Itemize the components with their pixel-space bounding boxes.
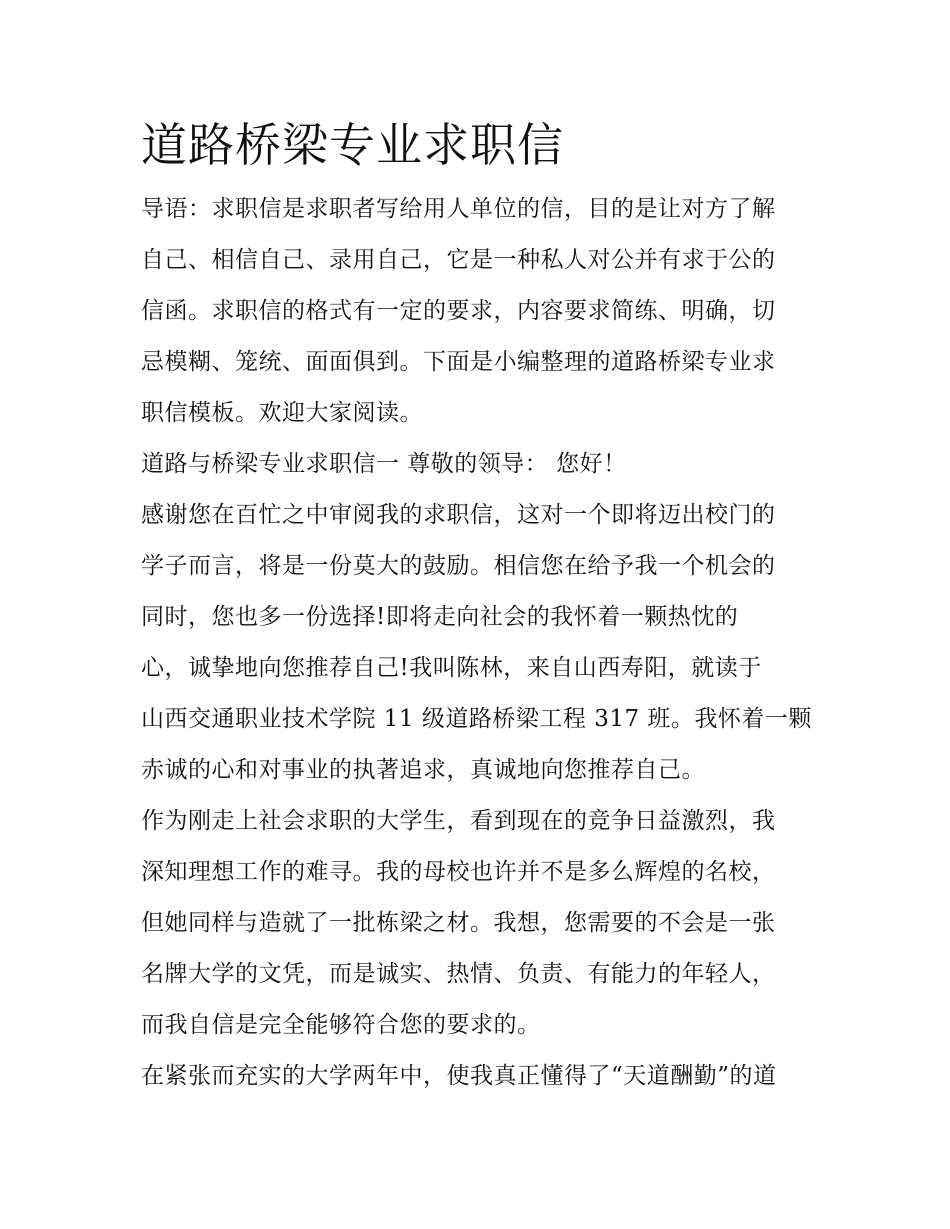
document-page — [141, 112, 821, 1102]
document-body — [141, 184, 821, 1102]
text-line: 感谢您在百忙之中审阅我的求职信，这对一个即将迈出校门的 — [141, 502, 776, 528]
text-line: 作为刚走上社会求职的大学生，看到现在的竞争日益激烈，我 — [141, 808, 776, 834]
text-line: 同时，您也多一份选择!即将走向社会的我怀着一颗热忱的 — [141, 604, 739, 630]
text-line: 信函。求职信的格式有一定的要求，内容要求简练、明确，切 — [141, 298, 776, 324]
text-line: 在紧张而充实的大学两年中，使我真正懂得了“天道酬勤”的道 — [141, 1063, 777, 1089]
text-line: 道路与桥梁专业求职信一 尊敬的领导： 您好！ — [141, 451, 627, 477]
text-line: 名牌大学的文凭，而是诚实、热情、负责、有能力的年轻人， — [141, 961, 776, 987]
text-line: 忌模糊、笼统、面面俱到。下面是小编整理的道路桥梁专业求 — [141, 349, 776, 375]
text-line: 心，诚挚地向您推荐自己!我叫陈林，来自山西寿阳，就读于 — [141, 655, 762, 681]
text-line: 职信模板。欢迎大家阅读。 — [141, 400, 423, 426]
text-line: 而我自信是完全能够符合您的要求的。 — [141, 1012, 541, 1038]
text-line: 赤诚的心和对事业的执著追求，真诚地向您推荐自己。 — [141, 757, 705, 783]
text-line: 学子而言，将是一份莫大的鼓励。相信您在给予我一个机会的 — [141, 553, 776, 579]
document-title: 道路桥梁专业求职信 — [141, 118, 564, 172]
text-line: 深知理想工作的难寻。我的母校也许并不是多么辉煌的名校， — [141, 859, 776, 885]
text-line: 但她同样与造就了一批栋梁之材。我想，您需要的不会是一张 — [141, 910, 776, 936]
text-line: 导语：求职信是求职者写给用人单位的信，目的是让对方了解 — [141, 196, 776, 222]
text-line: 自己、相信自己、录用自己，它是一种私人对公并有求于公的 — [141, 247, 776, 273]
text-line: 山西交通职业技术学院 11 级道路桥梁工程 317 班。我怀着一颗 — [141, 706, 812, 732]
